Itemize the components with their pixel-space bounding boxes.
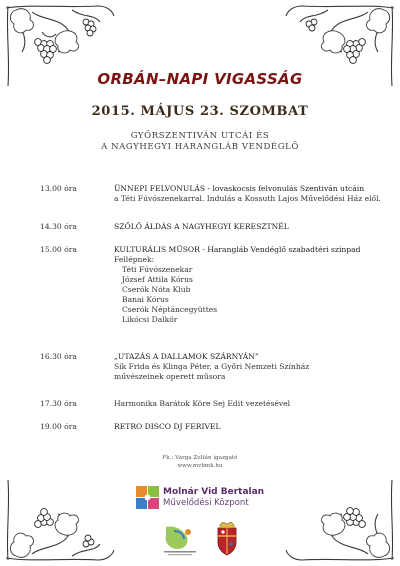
- location-line: A NAGYHEGYI HARANGLÁB VENDÉGLŐ: [101, 142, 299, 152]
- event-time: 13.00 óra: [40, 184, 77, 193]
- event-line: RETRO DISCO DJ FERIVEL: [114, 422, 221, 431]
- event-description: [114, 184, 381, 204]
- event-line: művészeinek operett műsora: [114, 372, 226, 381]
- event-description: [114, 399, 362, 409]
- performer-item: Cserók Nóta Klub: [122, 285, 191, 294]
- performer-item: József Attila Kórus: [122, 275, 193, 284]
- grape-vine-ornament-bottom-left: [2, 472, 120, 564]
- event-line: Sík Frida és Klinga Péter, a Győri Nemzeti Színház: [114, 362, 310, 371]
- event-line: Harmonika Barátok Köre Sej Edit vezetésével: [114, 399, 291, 408]
- event-time: 15.00 óra: [40, 245, 77, 254]
- event-title: ORBÁN–NAPI VIGASSÁG: [97, 70, 303, 88]
- grape-vine-ornament-bottom-right: [280, 472, 398, 564]
- performer-item: Likócsi Dalkör: [122, 315, 178, 324]
- event-location: [0, 131, 400, 153]
- event-line: ÜNNEPI FELVONULÁS - lovaskocsis felvonulás Szentiván utcáin: [114, 184, 365, 193]
- logo-name: Molnár Vid Bertalan: [163, 487, 265, 497]
- partner-logo-icon: [160, 523, 200, 557]
- performer-item: Banai Kórus: [122, 295, 169, 304]
- grape-vine-icon: [2, 472, 120, 564]
- event-line: a Téti Fúvószenekarral. Indulás a Kossuth Lajos Művelődési Ház elől.: [114, 194, 381, 203]
- performer-item: Cserók Néptáncegyüttes: [122, 305, 218, 314]
- city-coat-of-arms-icon: [214, 522, 240, 556]
- location-line: GYŐRSZENTIVÁN UTCÁI ÉS: [130, 131, 270, 141]
- event-description: [114, 422, 362, 432]
- grape-vine-icon: [280, 472, 398, 564]
- cultural-center-logo: [136, 486, 296, 512]
- event-date: 2015. MÁJUS 23. SZOMBAT: [91, 104, 309, 119]
- event-description: [114, 245, 362, 325]
- event-line: KULTURÁLIS MŰSOR - Harangláb Vendéglő szabadtéri színpad: [114, 245, 361, 254]
- cultural-center-mark-icon: [136, 486, 159, 509]
- event-time: 17.30 óra: [40, 399, 77, 408]
- event-time: 16.30 óra: [40, 352, 77, 361]
- logo-subtitle: Művelődési Központ: [163, 498, 249, 508]
- event-description: [114, 352, 362, 382]
- event-line: SZŐLŐ ÁLDÁS A NAGYHEGYI KERESZTNÉL: [114, 222, 289, 231]
- website-link[interactable]: www.mvbmk.hu: [177, 463, 223, 469]
- responsible-person: Fk.: Varga Zoltán igazgató: [162, 455, 238, 461]
- event-time: 14.30 óra: [40, 222, 77, 231]
- footer-credits: [0, 454, 400, 470]
- performer-item: Téti Fúvószenekar: [122, 265, 193, 274]
- event-time: 19.00 óra: [40, 422, 77, 431]
- event-line: Fellépnek:: [114, 255, 155, 264]
- event-line: „UTAZÁS A DALLAMOK SZÁRNYÁN”: [114, 352, 259, 361]
- event-description: [114, 222, 362, 232]
